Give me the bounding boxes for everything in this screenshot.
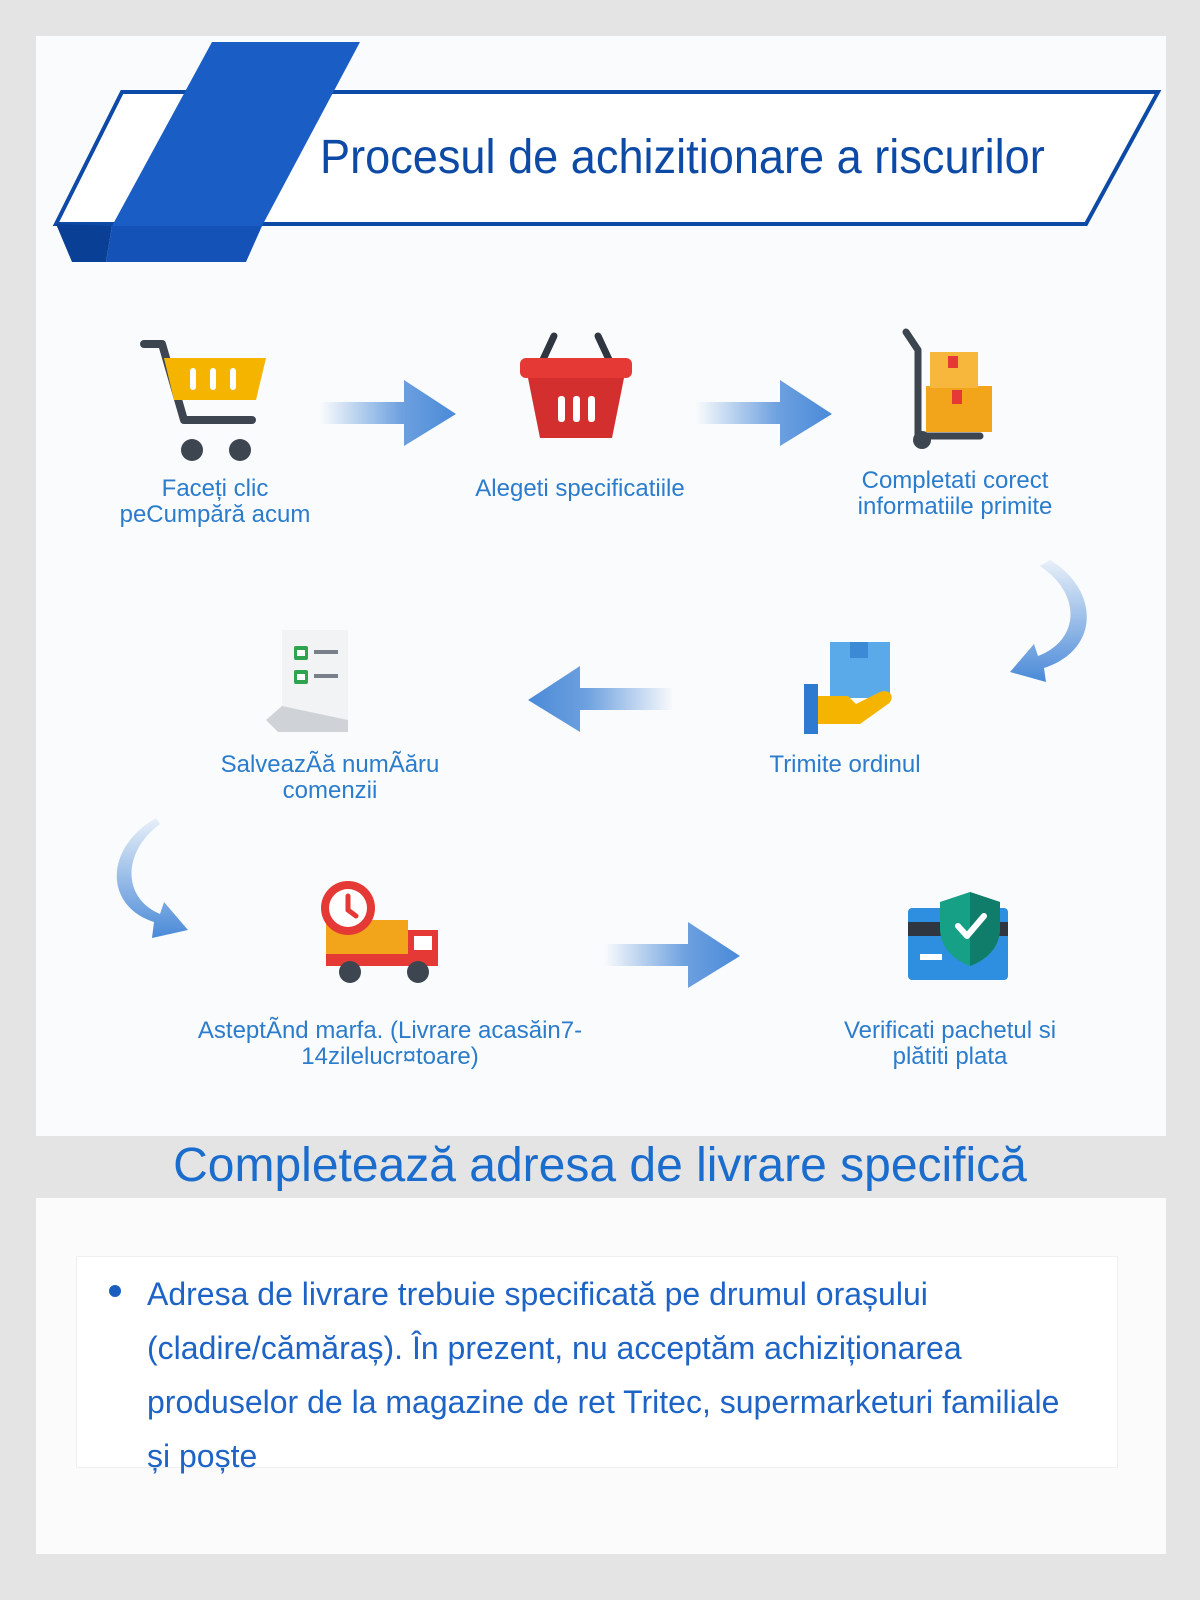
step-label-3: Completati corect informatiile primite bbox=[857, 467, 1053, 520]
bullet-list bbox=[76, 1256, 1118, 1474]
arrow-right-icon bbox=[604, 920, 754, 990]
step-label-2: Alegeti specificatiile bbox=[475, 475, 685, 502]
curved-arrow-down-icon bbox=[1010, 560, 1130, 700]
section-heading: Completează adresa de livrare specifică bbox=[173, 1139, 1027, 1192]
package-in-hand-icon bbox=[800, 640, 900, 736]
page-title: Procesul de achizitionare a riscurilor bbox=[320, 131, 1045, 184]
card-shield-check-icon bbox=[904, 888, 1014, 988]
bullet-icon bbox=[109, 1285, 121, 1297]
shopping-basket-icon bbox=[520, 330, 650, 450]
checklist-receipt-icon bbox=[264, 628, 364, 734]
hand-truck-icon bbox=[900, 326, 1010, 456]
delivery-truck-clock-icon bbox=[318, 880, 448, 990]
step-label-5: SalveazÃă numÃăru comenzii bbox=[220, 751, 440, 804]
bullet-text: Adresa de livrare trebuie specificată pe drumul orașului (cladire/cămăraș). În prezent, nu acceptăm achiziționarea produselor de la magazine de ret Tritec, supermarketuri familiale și poște bbox=[147, 1276, 1060, 1474]
banner-ribbon-fold bbox=[56, 224, 112, 262]
step-label-6: AsteptÃnd marfa. (Livrare acasăin7-14zilelucr¤toare) bbox=[197, 1017, 583, 1070]
step-label-7: Verificati pachetul si plătiti plata bbox=[843, 1017, 1057, 1070]
banner-ribbon-body bbox=[106, 226, 262, 262]
arrow-right-icon bbox=[696, 378, 846, 448]
step-label-1: Faceți clic peCumpără acum bbox=[119, 475, 311, 528]
address-panel bbox=[36, 1198, 1166, 1554]
arrow-right-icon bbox=[320, 378, 470, 448]
shopping-cart-icon bbox=[140, 336, 270, 466]
arrow-left-icon bbox=[524, 664, 674, 734]
curved-arrow-down-icon bbox=[98, 818, 198, 958]
step-label-4: Trimite ordinul bbox=[769, 751, 921, 778]
